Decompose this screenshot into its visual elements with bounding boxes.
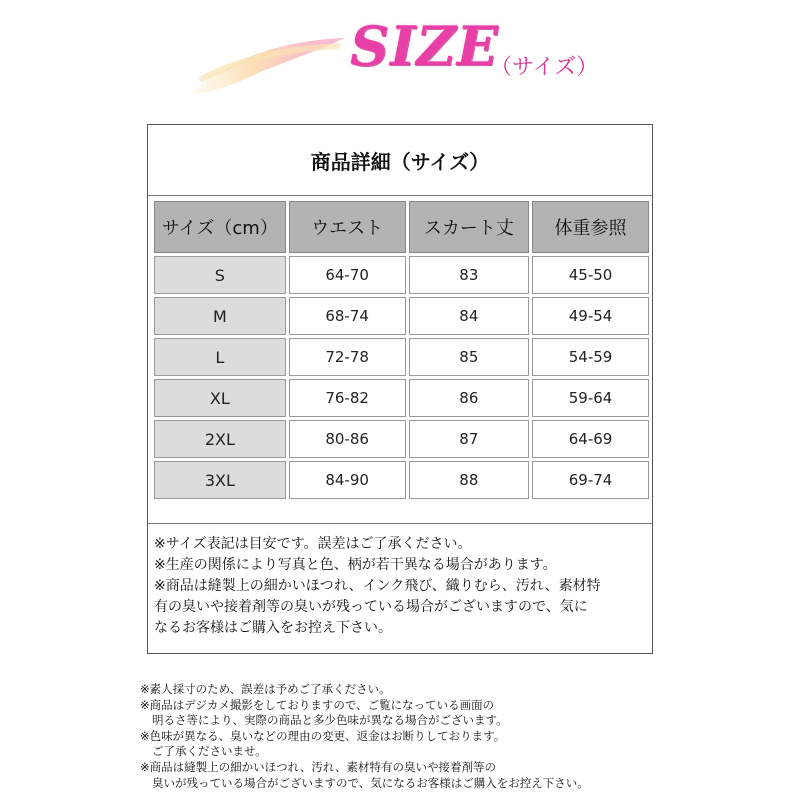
note-line: ※商品は縫製上の細かいほつれ、インク飛び、織りむら、汚れ、素材特 <box>154 578 601 594</box>
skirt-length-cell: 83 <box>409 256 530 294</box>
column-header-size: サイズ（cm） <box>154 201 286 253</box>
size-cell: 3XL <box>154 461 286 499</box>
table-title: 商品詳細（サイズ） <box>148 125 652 196</box>
table-row <box>154 297 649 335</box>
skirt-length-cell: 85 <box>409 338 530 376</box>
note-line: なるお客様はご購入をお控え下さい。 <box>154 620 392 636</box>
weight-cell: 54-59 <box>532 338 649 376</box>
table-row <box>154 256 649 294</box>
bottom-notes <box>140 682 660 791</box>
weight-cell: 64-69 <box>532 420 649 458</box>
waist-cell: 64-70 <box>289 256 406 294</box>
size-title: SIZE <box>350 14 499 78</box>
skirt-length-cell: 86 <box>409 379 530 417</box>
size-cell: XL <box>154 379 286 417</box>
bottom-note-line: ※色味が異なる、臭いなどの理由の変更、返金はお断りしております。 <box>140 728 506 743</box>
table-row <box>154 461 649 499</box>
note-line: 有の臭いや接着剤等の臭いが残っている場合がございますので、気に <box>154 599 588 615</box>
table-notes <box>148 523 652 655</box>
weight-cell: 59-64 <box>532 379 649 417</box>
column-header-weight: 体重参照 <box>532 201 649 253</box>
waist-cell: 80-86 <box>289 420 406 458</box>
size-cell: M <box>154 297 286 335</box>
size-cell: 2XL <box>154 420 286 458</box>
size-cell: S <box>154 256 286 294</box>
table-header-row <box>154 201 649 253</box>
waist-cell: 76-82 <box>289 379 406 417</box>
table-row <box>154 379 649 417</box>
weight-cell: 45-50 <box>532 256 649 294</box>
table-row <box>154 420 649 458</box>
size-cell: L <box>154 338 286 376</box>
note-line: ※サイズ表記は目安です。誤差はご了承ください。 <box>154 536 472 552</box>
waist-cell: 68-74 <box>289 297 406 335</box>
size-table <box>151 198 652 502</box>
skirt-length-cell: 87 <box>409 420 530 458</box>
waist-cell: 84-90 <box>289 461 406 499</box>
skirt-length-cell: 84 <box>409 297 530 335</box>
note-line: ※生産の関係により写真と色、柄が若干異なる場合があります。 <box>154 557 557 573</box>
bottom-note-line: ※素人採寸のため、誤差は予めご了承ください。 <box>140 682 391 696</box>
size-subtitle: （サイズ） <box>490 55 599 80</box>
bottom-note-line: 臭いが残っている場合がございますので、気になるお客様はご購入をお控え下さい。 <box>152 775 589 790</box>
page-header <box>0 0 800 110</box>
bottom-note-line: ご了承くださいませ。 <box>152 744 267 759</box>
brush-stroke-decoration <box>0 0 360 110</box>
bottom-note-line: ※商品は縫製上の細かいほつれ、汚れ、素材特有の臭いや接着剤等の <box>140 759 497 774</box>
bottom-note-line: ※商品はデジカメ撮影をしておりますので、ご覧になっている画面の <box>140 697 495 712</box>
waist-cell: 72-78 <box>289 338 406 376</box>
weight-cell: 49-54 <box>532 297 649 335</box>
weight-cell: 69-74 <box>532 461 649 499</box>
column-header-waist: ウエスト <box>289 201 406 253</box>
column-header-skirt-length: スカート丈 <box>409 201 530 253</box>
bottom-note-line: 明るさ等により、実際の商品と多少色味が異なる場合がございます。 <box>152 713 508 728</box>
table-row <box>154 338 649 376</box>
size-table-frame <box>147 124 653 654</box>
skirt-length-cell: 88 <box>409 461 530 499</box>
